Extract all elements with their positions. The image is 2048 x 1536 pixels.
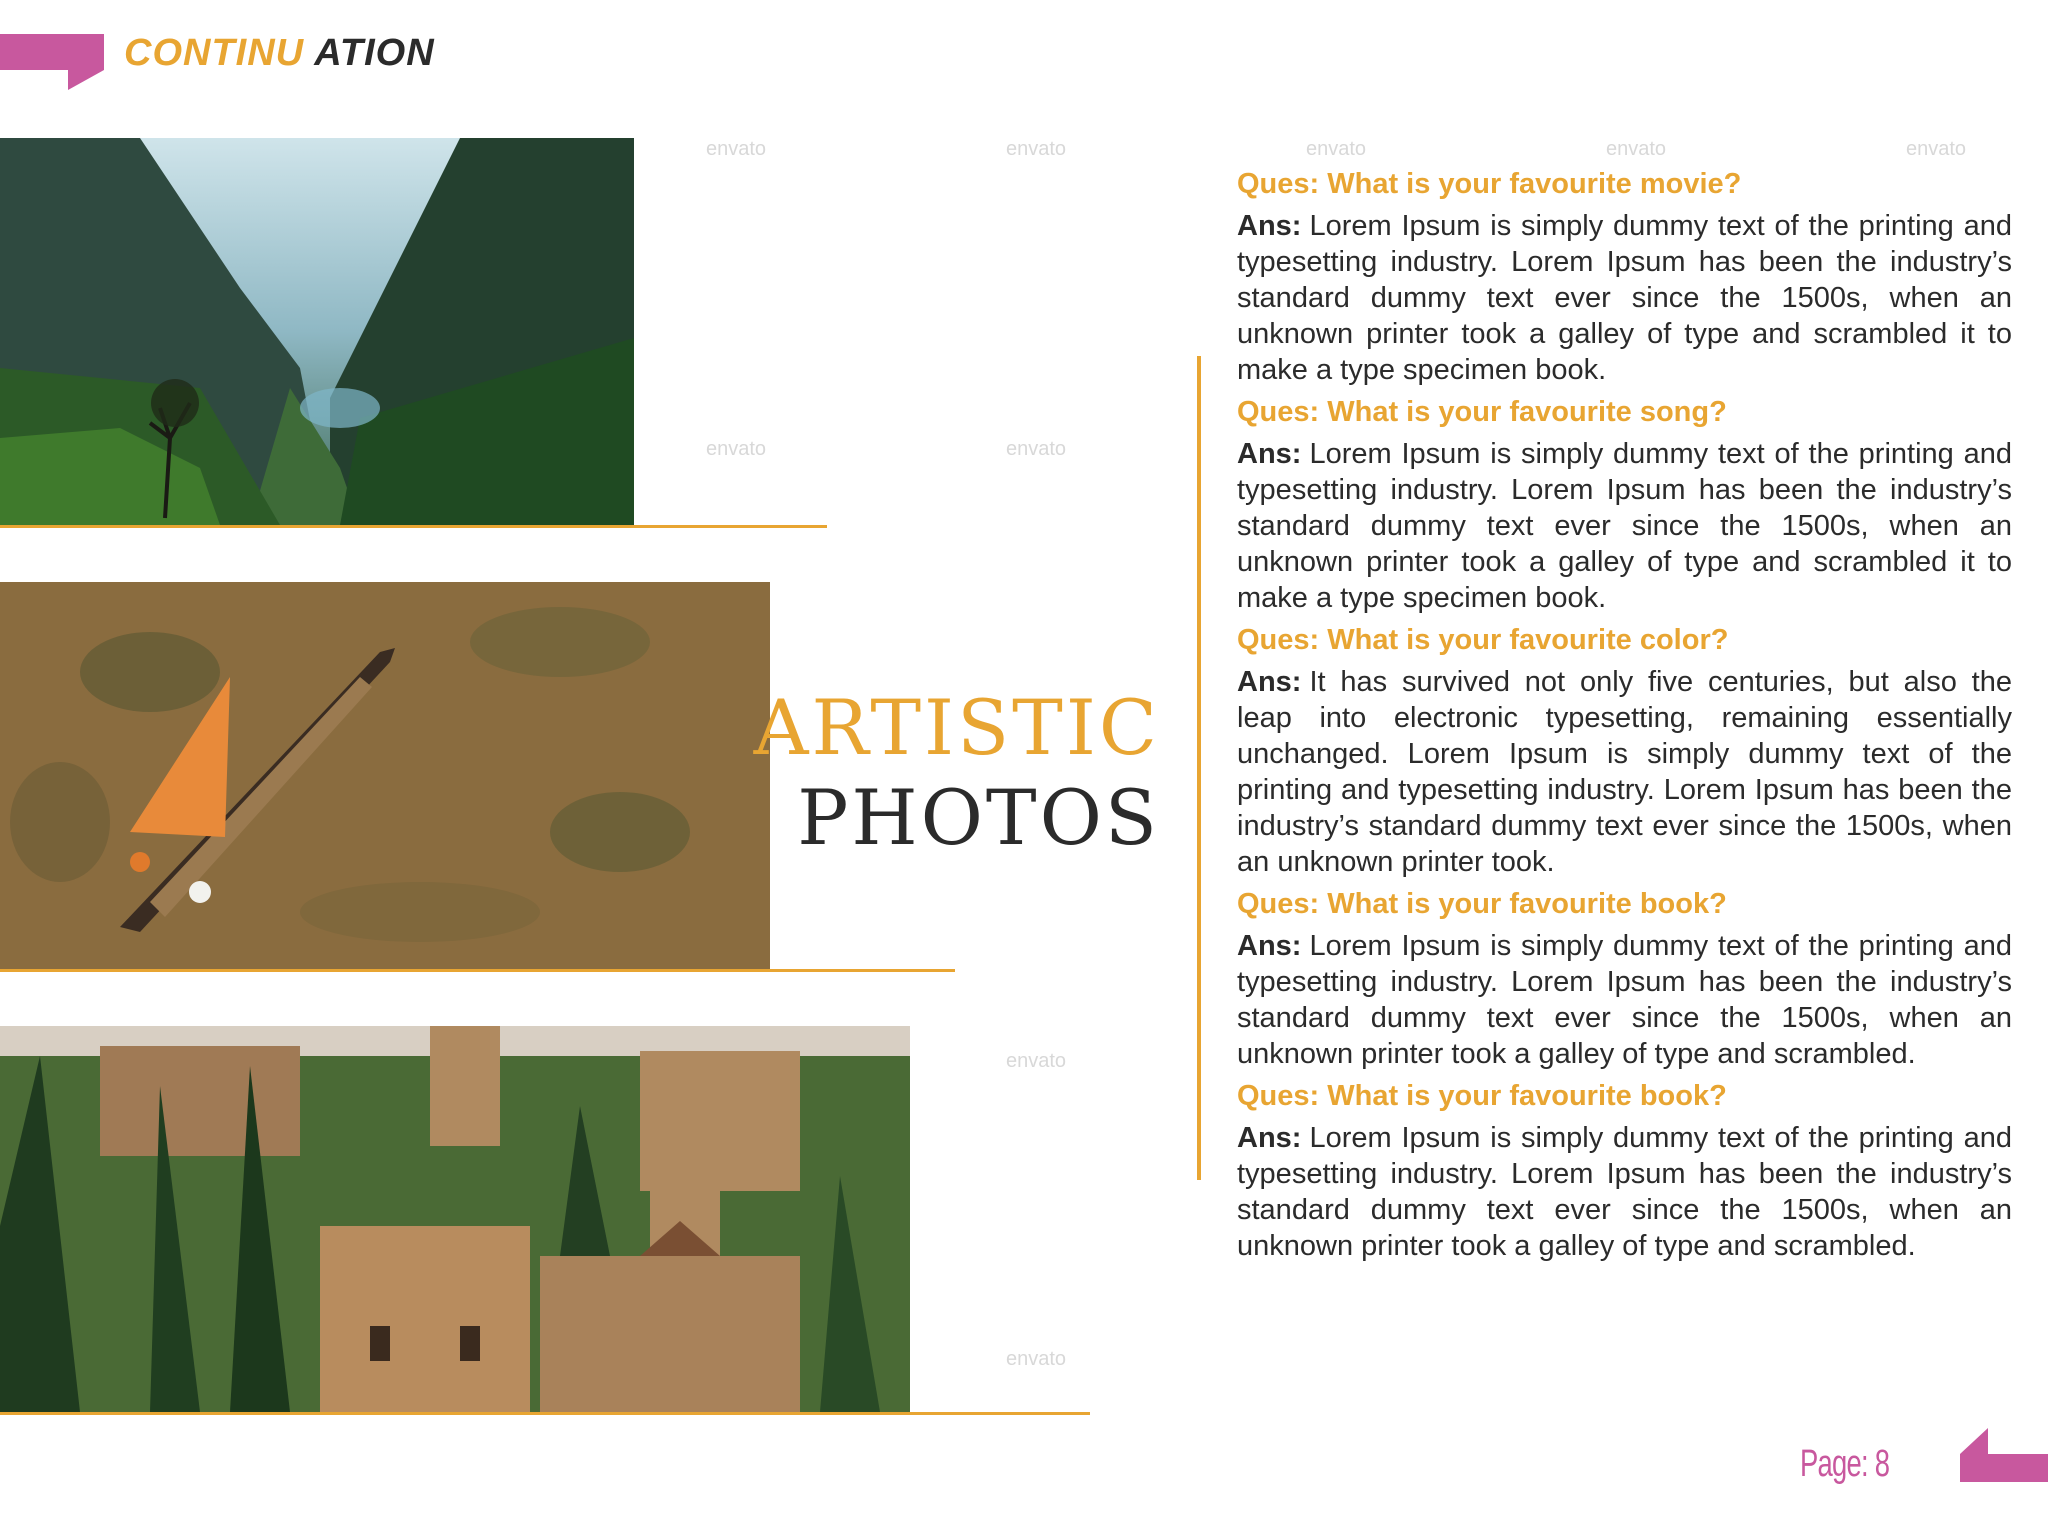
answer-label: Ans: — [1237, 1122, 1302, 1154]
watermark: envato — [1606, 138, 1667, 160]
boat-on-water-photo — [0, 582, 770, 969]
footer-ribbon — [1960, 1454, 2048, 1482]
question: Ques: What is your favourite book? — [1237, 888, 1727, 920]
question: Ques: What is your favourite movie? — [1237, 168, 1742, 200]
castle-photo — [0, 1026, 910, 1412]
qa-item — [1237, 1072, 2012, 1264]
photo-underline — [0, 1412, 1090, 1415]
question: Ques: What is your favourite song? — [1237, 396, 1727, 428]
watermark: envato — [706, 438, 767, 460]
answer — [1237, 436, 2012, 616]
page-heading — [124, 28, 435, 78]
vertical-divider — [1197, 356, 1201, 1180]
watermark: envato — [1006, 438, 1067, 460]
answer-text: Lorem Ipsum is simply dummy text of the printing and typesetting industry. Lorem Ipsum has been the industry’s standard dummy text ever since the 1500s, when an unknown printer took a galley of type and scrambled it to make a type specimen book. — [1237, 210, 2012, 386]
watermark: envato — [706, 138, 767, 160]
answer-text: Lorem Ipsum is simply dummy text of the printing and typesetting industry. Lorem Ipsum has been the industry’s standard dummy text ever since the 1500s, when an unknown printer took a galley of type and scrambled. — [1237, 930, 2012, 1070]
answer-label: Ans: — [1237, 210, 1302, 242]
answer — [1237, 208, 2012, 388]
watermark: envato — [1006, 138, 1067, 160]
header-ribbon-fold — [68, 70, 104, 90]
qa-item — [1237, 616, 2012, 880]
answer-text: Lorem Ipsum is simply dummy text of the printing and typesetting industry. Lorem Ipsum has been the industry’s standard dummy text ever since the 1500s, when an unknown printer took a galley of type and scrambled it to make a type specimen book. — [1237, 438, 2012, 614]
page-number: Page: 8 — [1800, 1443, 1890, 1485]
photo-underline — [0, 969, 955, 972]
feature-title-line-2: PHOTOS — [797, 773, 1160, 862]
qa-item — [1237, 880, 2012, 1072]
qa-list — [1237, 160, 2012, 1264]
answer — [1237, 664, 2012, 880]
footer-ribbon-fold — [1960, 1428, 1988, 1454]
heading-part-1: CONTINU — [124, 32, 305, 74]
answer-label: Ans: — [1237, 666, 1302, 698]
qa-item — [1237, 160, 2012, 388]
heading-part-2: ATION — [314, 32, 435, 74]
answer — [1237, 928, 2012, 1072]
answer-text: It has survived not only five centuries, but also the leap into electronic typesetting, remaining essentially unchanged. Lorem Ipsum is simply dummy text of the printing and typesetting industry. Lorem Ipsum has been the industry’s standard dummy text ever since the 1500s, when an unknown printer took. — [1237, 666, 2012, 878]
feature-title-line-1: ARTISTIC — [753, 683, 1160, 772]
answer — [1237, 1120, 2012, 1264]
question: Ques: What is your favourite book? — [1237, 1080, 1727, 1112]
answer-label: Ans: — [1237, 438, 1302, 470]
mountain-valley-photo — [0, 138, 634, 525]
watermark: envato — [1306, 138, 1367, 160]
watermark: envato — [1006, 1348, 1067, 1370]
header-ribbon — [0, 34, 104, 70]
qa-item — [1237, 388, 2012, 616]
question: Ques: What is your favourite color? — [1237, 624, 1729, 656]
photo-underline — [0, 525, 827, 528]
answer-label: Ans: — [1237, 930, 1302, 962]
watermark: envato — [1906, 138, 1967, 160]
watermark: envato — [1006, 1050, 1067, 1072]
answer-text: Lorem Ipsum is simply dummy text of the printing and typesetting industry. Lorem Ipsum has been the industry’s standard dummy text ever since the 1500s, when an unknown printer took a galley of type and scrambled. — [1237, 1122, 2012, 1262]
